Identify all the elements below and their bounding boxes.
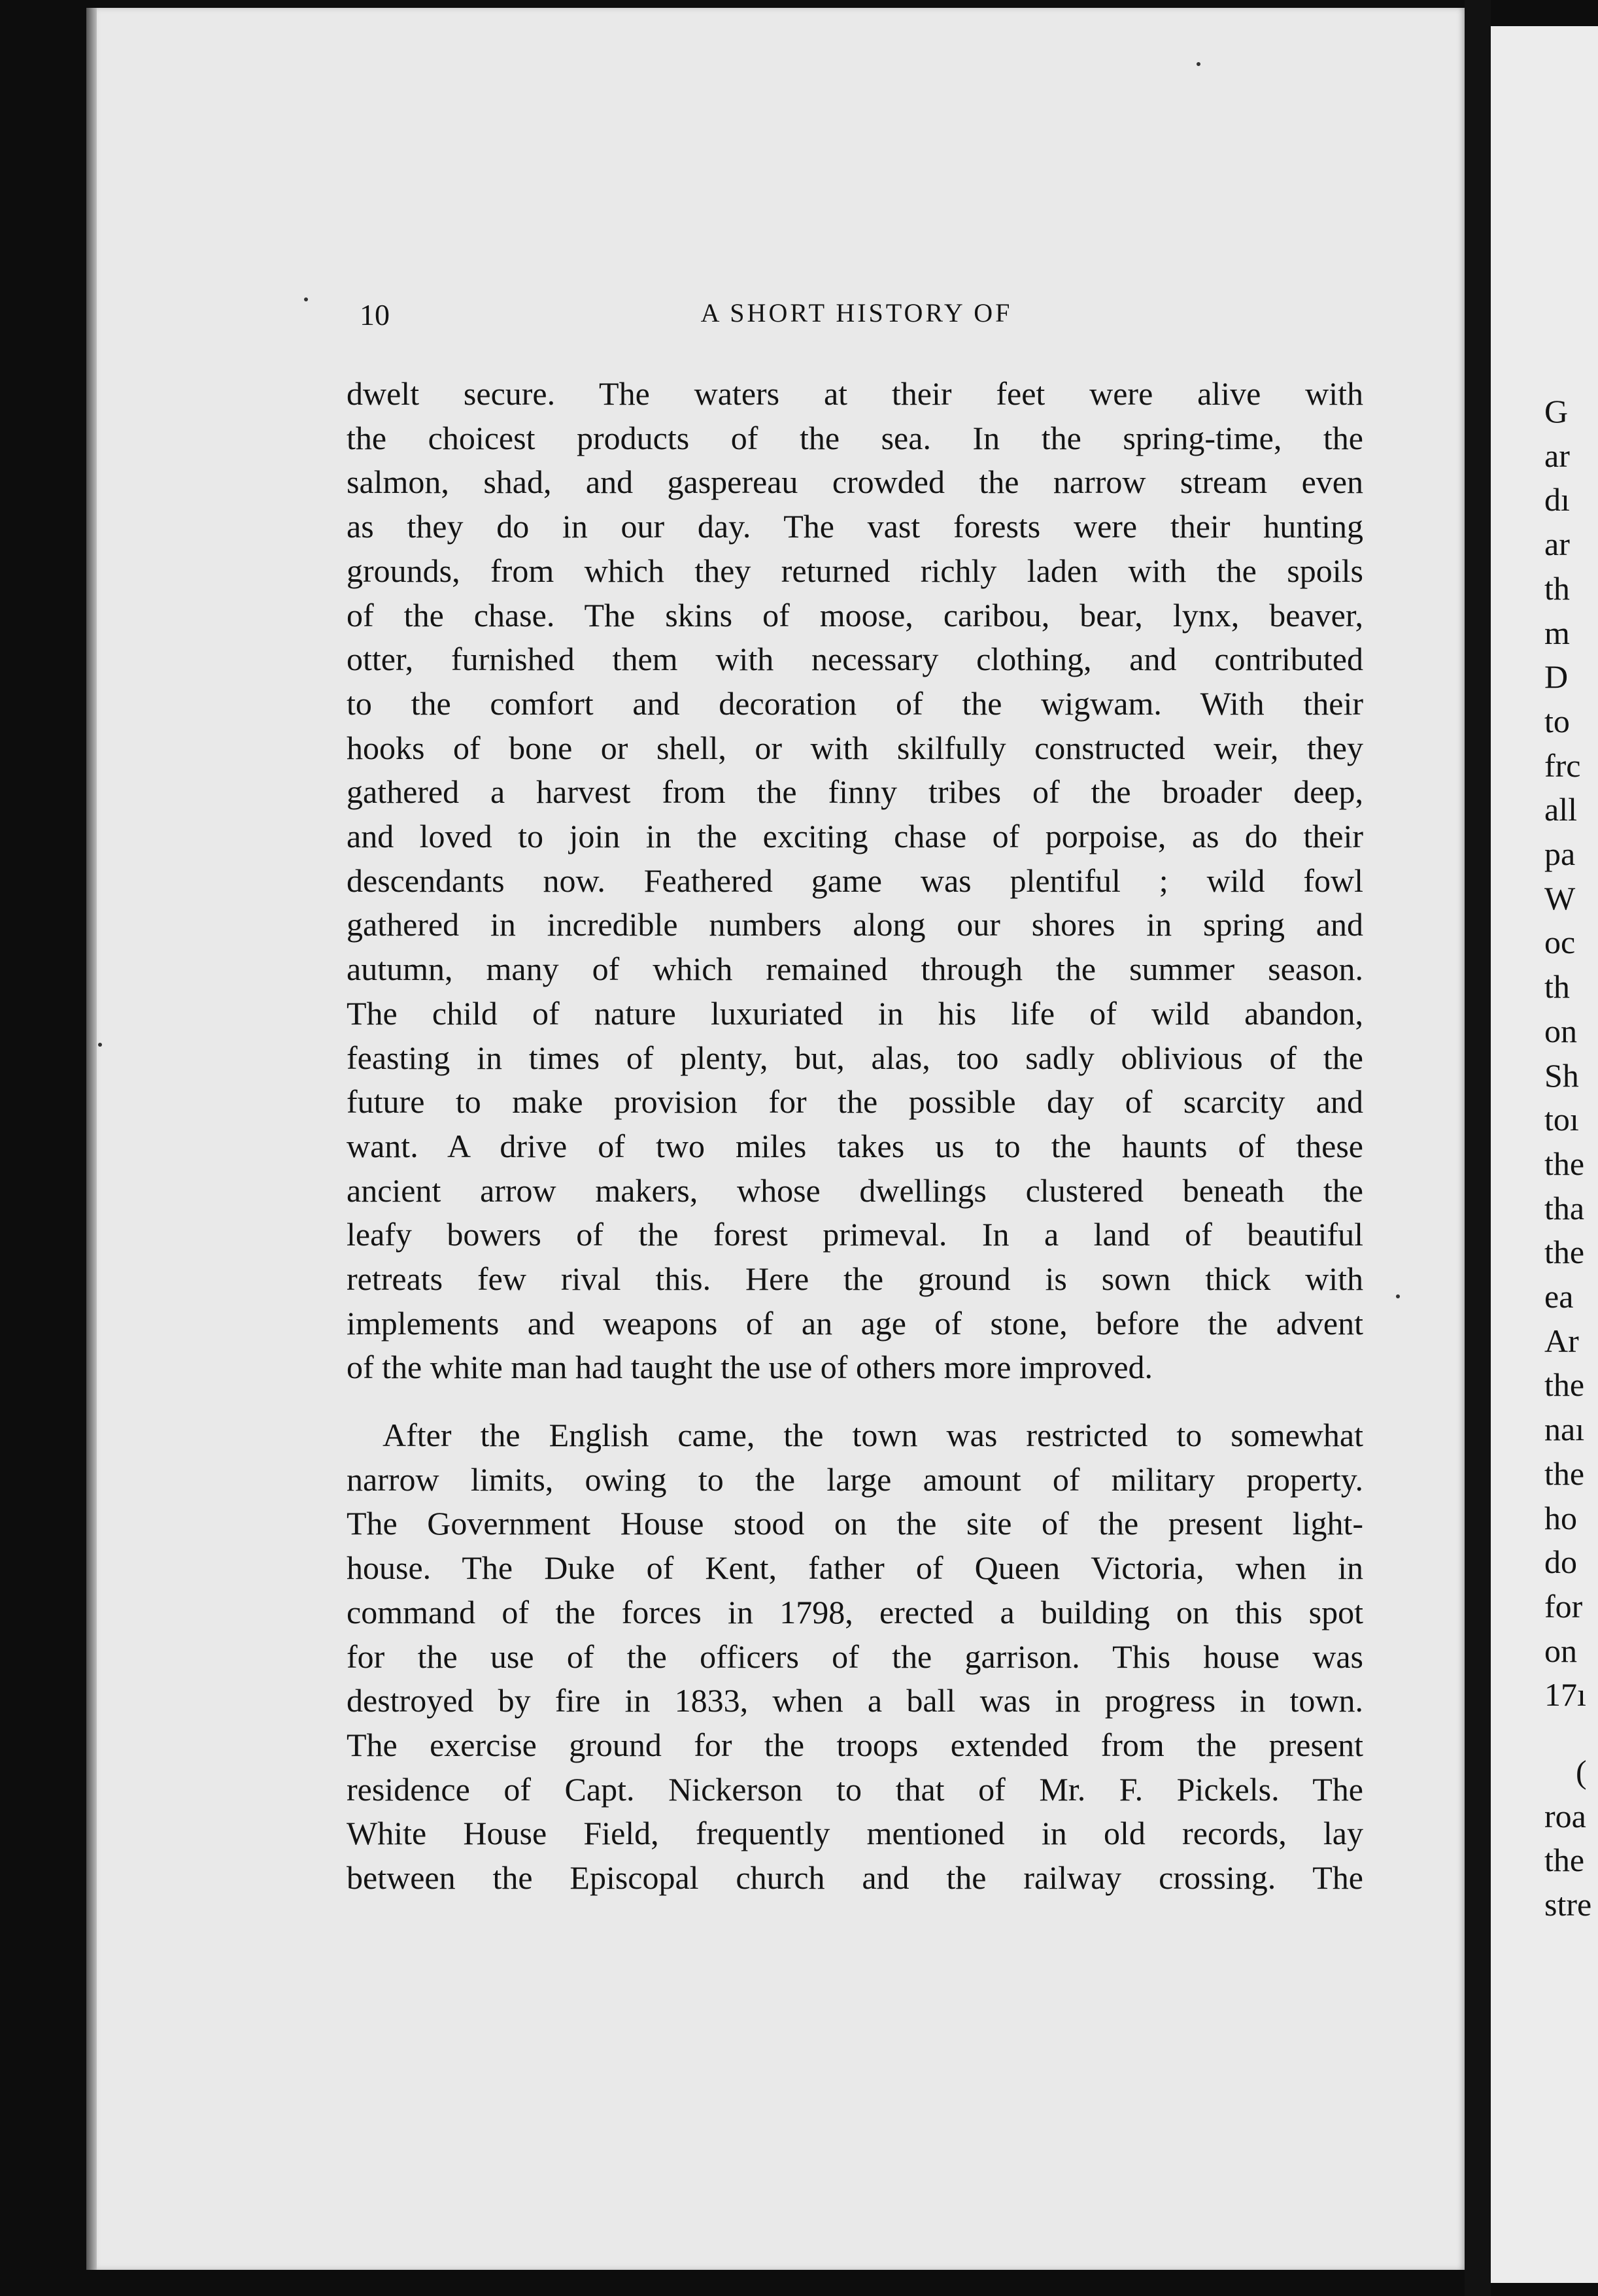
facing-page-line: Ar — [1544, 1322, 1579, 1359]
facing-page-line: ar — [1544, 437, 1570, 474]
paragraph-2-line: between the Episcopal church and the railway crossing. The — [347, 1859, 1363, 1896]
book-gutter — [1465, 0, 1491, 2296]
page-number: 10 — [360, 298, 390, 331]
paragraph-1-line: to the comfort and decoration of the wigwam. With their — [347, 684, 1363, 722]
paragraph-2-line: After the English came, the town was restricted to somewhat — [382, 1417, 1363, 1453]
facing-page-fragment — [1491, 26, 1598, 2283]
facing-page-line: oc — [1544, 924, 1576, 961]
facing-page-line: stre — [1544, 1886, 1592, 1923]
paragraph-1-line: hooks of bone or shell, or with skilfully constructed weir, they — [347, 729, 1363, 766]
facing-page-line: on — [1544, 1632, 1577, 1669]
paragraph-1-line: otter, furnished them with necessary clothing, and contributed — [347, 641, 1363, 678]
paragraph-1-line: autumn, many of which remained through the summer season. — [347, 951, 1363, 988]
facing-page-line: th — [1544, 569, 1570, 607]
speck — [1197, 62, 1200, 66]
paragraph-1-line: as they do in our day. The vast forests were their hunting — [347, 508, 1363, 545]
facing-page-line: dı — [1544, 481, 1570, 518]
speck — [304, 297, 308, 301]
facing-page-line: naı — [1544, 1411, 1585, 1448]
facing-page-line: ( — [1576, 1753, 1587, 1790]
paragraph-2-line: White House Field, frequently mentioned in old records, lay — [347, 1815, 1363, 1852]
paragraph-2-line: The exercise ground for the troops extended from the present — [347, 1726, 1363, 1763]
speck — [98, 1043, 102, 1047]
paragraph-1-line: salmon, shad, and gaspereau crowded the narrow stream even — [347, 464, 1363, 501]
paragraph-1-line: gathered a harvest from the finny tribes of the broader deep, — [347, 773, 1363, 811]
facing-page-line: do — [1544, 1544, 1577, 1581]
paragraph-2-line: command of the forces in 1798, erected a building on this spot — [347, 1593, 1363, 1630]
paragraph-1-line: descendants now. Feathered game was plentiful ; wild fowl — [347, 862, 1363, 899]
speck — [1396, 1294, 1400, 1298]
paragraph-1-line: retreats few rival this. Here the ground is sown thick with — [347, 1260, 1363, 1297]
paragraph-1-line: grounds, from which they returned richly laden with the spoils — [347, 552, 1363, 589]
paragraph-2-line: for the use of the officers of the garrison. This house was — [347, 1638, 1363, 1675]
facing-page-line: Sh — [1544, 1056, 1579, 1094]
facing-page-line: m — [1544, 614, 1570, 651]
facing-page-line: the — [1544, 1455, 1585, 1492]
facing-page-line: ar — [1544, 526, 1570, 563]
paragraph-1-line: dwelt secure. The waters at their feet were alive with — [347, 375, 1363, 412]
paragraph-1-line: leafy bowers of the forest primeval. In a land of beautiful — [347, 1216, 1363, 1253]
facing-page-line: for — [1544, 1587, 1583, 1625]
paragraph-2-line: destroyed by fire in 1833, when a ball was in progress in town. — [347, 1682, 1363, 1719]
facing-page-line: to — [1544, 702, 1570, 739]
facing-page-line: all — [1544, 791, 1577, 828]
facing-page-line: the — [1544, 1366, 1585, 1404]
running-head: A SHORT HISTORY OF — [700, 298, 1013, 328]
paragraph-1-line: The child of nature luxuriated in his life of wild abandon, — [347, 994, 1363, 1032]
facing-page-line: tha — [1544, 1189, 1585, 1226]
paragraph-1-line: implements and weapons of an age of stone, before the advent — [347, 1304, 1363, 1342]
facing-page-line: G — [1544, 393, 1569, 430]
facing-page-line: the — [1544, 1842, 1585, 1879]
facing-page-line: th — [1544, 968, 1570, 1005]
facing-page-line: frc — [1544, 747, 1581, 784]
facing-page-line: 17ı — [1544, 1676, 1586, 1714]
paragraph-1-line: of the white man had taught the use of others more improved. — [347, 1349, 1153, 1386]
paragraph-1-line: feasting in times of plenty, but, alas, too sadly oblivious of the — [347, 1039, 1363, 1076]
facing-page-line: on — [1544, 1012, 1577, 1049]
facing-page-line: pa — [1544, 836, 1576, 872]
facing-page-line: the — [1544, 1234, 1585, 1271]
facing-page-line: ea — [1544, 1278, 1574, 1315]
paragraph-1-line: and loved to join in the exciting chase of porpoise, as do their — [347, 818, 1363, 854]
facing-page-line: roa — [1544, 1797, 1586, 1834]
paragraph-1-line: future to make provision for the possible day of scarcity and — [347, 1083, 1363, 1121]
facing-page-line: W — [1544, 879, 1576, 917]
paragraph-1-line: ancient arrow makers, whose dwellings clustered beneath the — [347, 1172, 1363, 1209]
paragraph-2-line: residence of Capt. Nickerson to that of Mr. F. Pickels. The — [347, 1770, 1363, 1808]
facing-page-line: the — [1544, 1145, 1585, 1182]
paragraph-1-line: of the chase. The skins of moose, caribou, bear, lynx, beaver, — [347, 596, 1363, 633]
facing-page-line: D — [1544, 658, 1569, 696]
page-binding-edge — [86, 8, 97, 2270]
facing-page-line: ho — [1544, 1499, 1577, 1536]
paragraph-2-line: The Government House stood on the site of the present light- — [347, 1505, 1363, 1542]
paragraph-1-line: the choicest products of the sea. In the spring-time, the — [347, 419, 1363, 456]
paragraph-1-line: want. A drive of two miles takes us to the haunts of these — [347, 1127, 1363, 1164]
paragraph-2-line: narrow limits, owing to the large amount of military property. — [347, 1460, 1363, 1498]
paragraph-1-line: gathered in incredible numbers along our shores in spring and — [347, 906, 1363, 943]
paragraph-2-line: house. The Duke of Kent, father of Queen Victoria, when in — [347, 1549, 1363, 1587]
facing-page-line: toı — [1544, 1101, 1579, 1138]
